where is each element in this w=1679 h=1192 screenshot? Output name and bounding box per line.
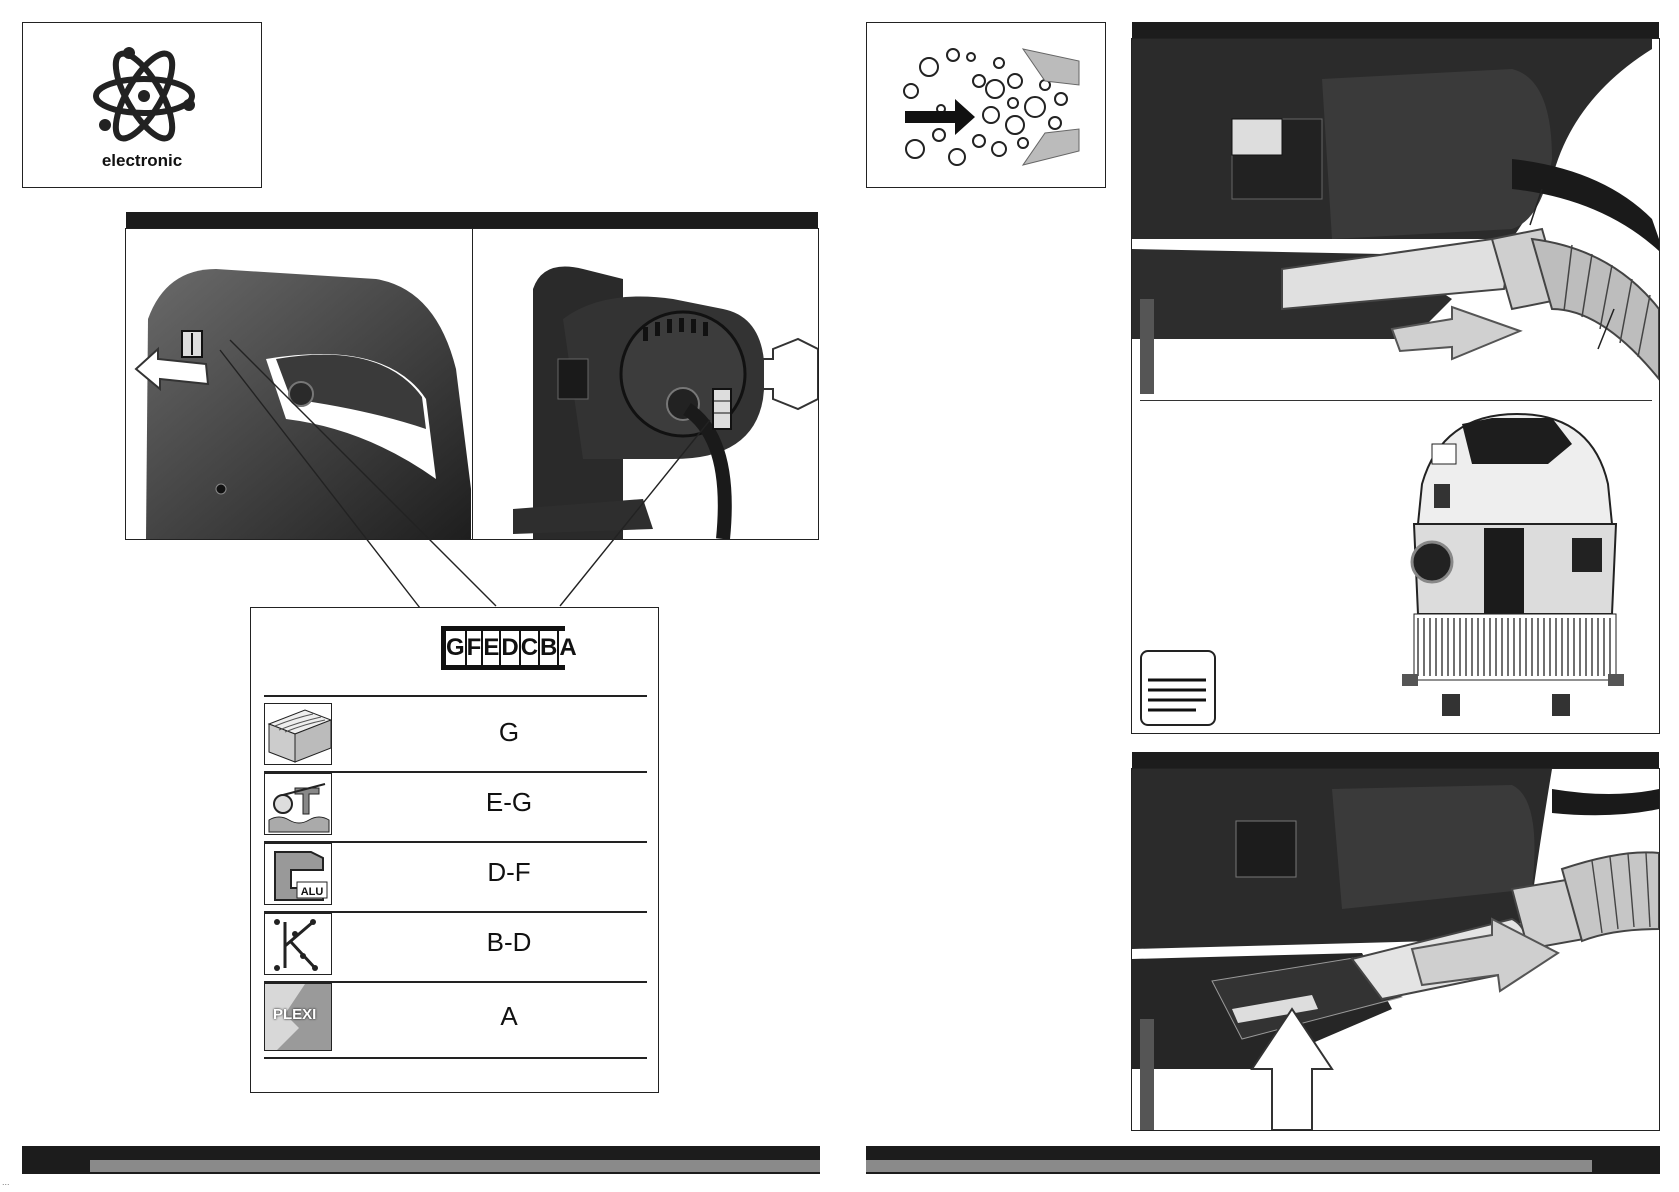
callout-lines [0,0,820,620]
logo-label: electronic [101,151,183,170]
hose-connection-illustration [1132,39,1659,394]
dust-extraction-box [866,22,1106,188]
row-value: B-D [486,927,532,957]
left-footer-stripe [90,1160,820,1172]
gear-selector-strip [441,626,577,670]
table-row-plastic [264,911,647,983]
aluminium-profile-icon [264,843,332,905]
plexiglass-icon [264,983,332,1051]
gear-b: B [540,631,557,665]
table-row-plexiglass [264,981,647,1059]
vacuum-figure-divider [1140,400,1652,401]
gear-g: G [446,631,465,665]
alu-label: ALU [300,886,324,898]
jigsaw-blades-icon [1140,650,1216,726]
row-value: G [498,717,520,747]
gear-c: C [521,631,538,665]
steel-profile-icon [264,773,332,835]
plexi-label: PLEXI [273,1006,317,1023]
hose-figure-header-bar [1132,752,1659,769]
row-value: D-F [487,857,531,887]
saw-blades-icon [1142,652,1214,724]
table-row-aluminium [264,841,647,913]
footer-note: ... [2,1177,10,1187]
hose-attachment-illustration [1132,769,1659,1130]
dust-extraction-icon [895,41,1085,171]
plastic-icon [264,913,332,975]
right-footer-stripe [866,1160,1592,1172]
gear-a: A [559,631,576,665]
vacuum-figure-header-bar [1132,22,1659,39]
row-value: A [500,1001,518,1031]
row-value: E-G [485,787,533,817]
table-header-rule [264,695,647,697]
gear-e: E [483,631,499,665]
wood-icon [264,703,332,765]
gear-f: F [467,631,482,665]
table-row-wood [264,701,647,773]
gear-d: D [501,631,518,665]
table-row-steel [264,771,647,843]
